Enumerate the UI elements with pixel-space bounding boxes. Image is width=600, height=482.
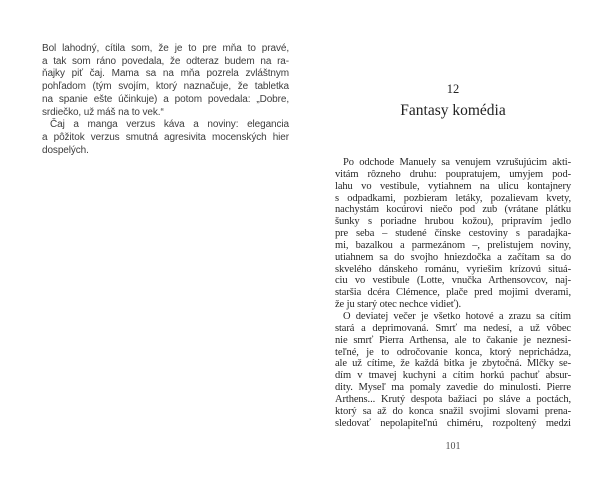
- text-line: ňajky piť čaj. Mama sa na mňa pozrela zvláštnym: [42, 68, 289, 80]
- chapter-title: Fantasy komédia: [400, 102, 506, 119]
- text-line: že ju starý otec nechce vidieť).: [335, 299, 462, 311]
- text-line: staršia dcéra Clémence, plače pred mojimi dverami,: [335, 287, 571, 299]
- text-line: srdiečko, už máš na to vek.“: [42, 106, 164, 118]
- text-line: ciu vo vestibule (Lotte, vnučka Arthensovcov, naj-: [335, 275, 571, 287]
- text-line: utiahnem sa do svojho hniezdočka a začítam sa do: [335, 251, 571, 263]
- text-line: Arthens... Krutý despota bažiaci po sláve a poctách,: [335, 393, 571, 405]
- text-line: O deviatej večer je všetko hotové a zrazu sa cítim: [343, 310, 571, 322]
- text-line: lahu vo vestibule, vytiahnem na ulicu kontajnery: [335, 180, 571, 192]
- text-line: pre seba – studené čínske cestoviny s paradajka-: [335, 228, 571, 240]
- chapter-number: 12: [446, 82, 460, 96]
- text-line: nie smrť Pierra Arthensa, ale to čakanie je neznesi-: [335, 334, 571, 346]
- page-number: 101: [445, 441, 461, 452]
- text-line: skvelého dánskeho románu, vyriešim krízovú situá-: [335, 263, 571, 275]
- text-line: ale už cítime, že každá bitka je zbytočná. Mlčky se-: [335, 358, 571, 370]
- text-line: dospelých.: [42, 144, 89, 156]
- text-line: na spanie ešte účinkuje) a potom povedala: „Dobre,: [42, 93, 289, 105]
- text-line: dím v tmavej kuchyni a cítim horkú pachuť absur-: [335, 370, 571, 382]
- right-page: [300, 0, 600, 482]
- text-line: a tak som ráno povedala, že odteraz budem na ra-: [42, 55, 289, 67]
- text-line: vitám rôzneho druhu: poupratujem, umyjem pod-: [335, 168, 571, 180]
- text-line: ktorý sa až do konca snažil svojimi slovami prena-: [335, 405, 571, 417]
- text-line: pohľadom (tým svojím, ktorý naznačuje, že tabletka: [42, 81, 289, 93]
- text-line: Čaj a manga verzus káva a noviny: elegancia: [50, 119, 289, 131]
- text-line: mi, bazalkou a parmezánom –, prelistujem noviny,: [335, 239, 571, 251]
- right-page-text: [335, 157, 571, 429]
- text-line: a pôžitok verzus smutná agresivita mocenských hier: [42, 131, 289, 143]
- text-line: Po odchode Manuely sa venujem vzrušujúcim akti-: [343, 157, 571, 168]
- text-line: teľné, je to odročovanie konca, ktorý neprichádza,: [335, 346, 571, 358]
- text-line: šunky s poriadne hrubou kožou), pripravím jedlo: [335, 216, 571, 228]
- left-page-text: [42, 43, 289, 157]
- text-line: nachystám kocúrovi niečo pod zub (vrátane plátku: [335, 204, 571, 216]
- text-line: s odpadkami, pozbieram letáky, pozalievam kvety,: [335, 192, 571, 204]
- text-line: dity. Myseľ ma pomaly zavedie do minulosti. Pierre: [335, 382, 571, 394]
- text-line: sledovať nepolapiteľnú chiméru, rozpoltený medzi: [335, 417, 571, 429]
- text-line: Bol lahodný, cítila som, že je to pre mňa to pravé,: [42, 43, 289, 54]
- text-line: stará a deprimovaná. Smrť ma nedesí, a už vôbec: [335, 322, 571, 334]
